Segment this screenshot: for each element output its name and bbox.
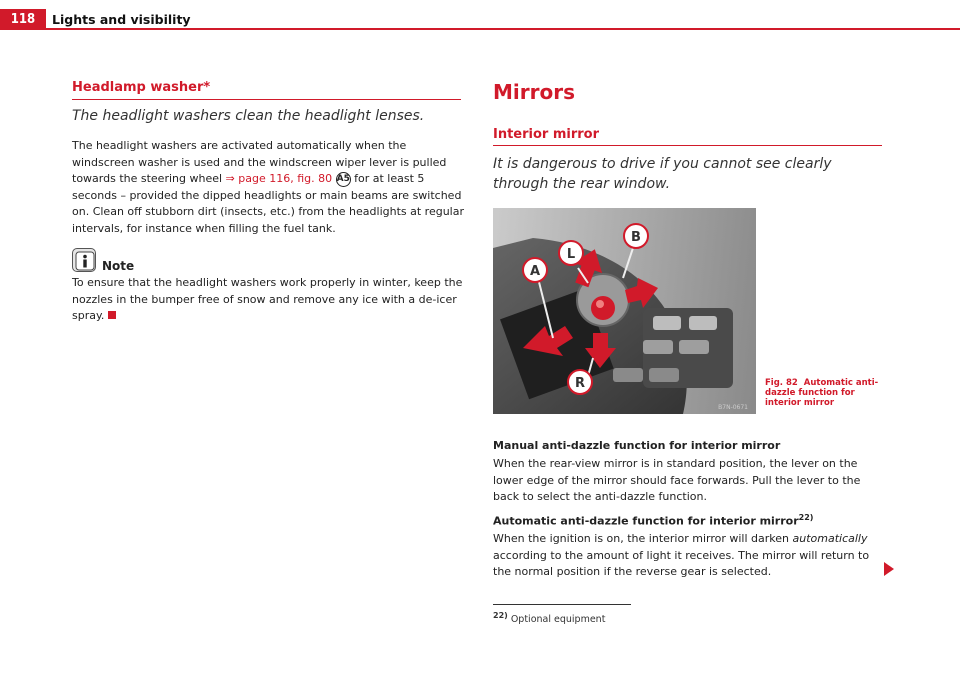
figure-caption-text: Automatic anti-dazzle function for interior mirror — [765, 378, 879, 408]
label-b: B — [631, 230, 641, 245]
section-rule — [72, 99, 461, 100]
end-mark-icon — [108, 311, 116, 319]
interior-mirror-lead: It is dangerous to drive if you cannot see clearly through the rear window. — [493, 156, 832, 192]
label-l: L — [566, 247, 576, 262]
manual-anti-dazzle-text: When the rear-view mirror is in standard position, the lever on the lower edge of the mirror should face forwards. Pull the lever to the back to select the anti-dazzle function. — [493, 457, 861, 503]
footnote: $^{22)}$ Optional equipment — [493, 611, 606, 626]
note-title: Note — [102, 259, 135, 273]
interior-mirror-heading: Interior mirror — [493, 127, 600, 142]
note-icon — [72, 248, 96, 272]
page-number: 118 — [0, 9, 46, 30]
automatic-anti-dazzle-text: When the ignition is on, the interior mirror will darken automatically according to the amount of light it receives. The mirror will return to the normal position if the reverse gear is selected. — [493, 532, 870, 578]
note-text: To ensure that the headlight washers work properly in winter, keep the nozzles in the bumper free of snow and remove any ice with a de-icer spray. — [72, 276, 463, 322]
figure-code: B7N-0671 — [718, 404, 748, 411]
callout-badge: A5 — [336, 172, 351, 187]
headlamp-washer-lead: The headlight washers clean the headlight lenses. — [72, 108, 425, 124]
section-rule — [493, 145, 882, 146]
page-header — [0, 0, 960, 30]
page-reference-link[interactable]: ⇒ page 116, fig. 80 — [225, 172, 333, 185]
label-l-badge — [559, 241, 583, 265]
label-a-badge — [523, 258, 547, 282]
figure-number: Fig. 82 — [765, 378, 798, 388]
mirrors-title: Mirrors — [493, 80, 575, 104]
label-a: A — [529, 264, 541, 279]
figure-caption — [765, 378, 885, 408]
headlamp-washer-body: The headlight washers are activated automatically when the windscreen washer is used and the windscreen wiper lever is pulled towards the steering wheel ⇒ page 116, fig. 80 A5 for at least 5 seconds – provided the dipped headlights or main beams are switched on. Clean off stubborn dirt (insects, etc.) from the headlights at regular intervals, for instance when filling the fuel tank. — [72, 139, 464, 235]
manual-anti-dazzle-heading: Manual anti-dazzle function for interior mirror — [493, 439, 781, 452]
headlamp-washer-heading: Headlamp washer* — [72, 80, 211, 95]
running-title: Lights and visibility — [52, 12, 191, 27]
footnote-rule — [493, 604, 631, 605]
label-r-badge — [568, 370, 592, 394]
mirror-figure — [493, 208, 756, 414]
next-page-arrow-icon[interactable] — [884, 562, 894, 576]
header-rule — [46, 28, 960, 30]
label-r: R — [574, 376, 586, 391]
automatic-anti-dazzle-heading: Automatic anti-dazzle function for interior mirror$^{22)}$ — [493, 513, 814, 528]
footnote-ref: 22) — [798, 513, 814, 522]
label-b-badge — [624, 224, 648, 248]
